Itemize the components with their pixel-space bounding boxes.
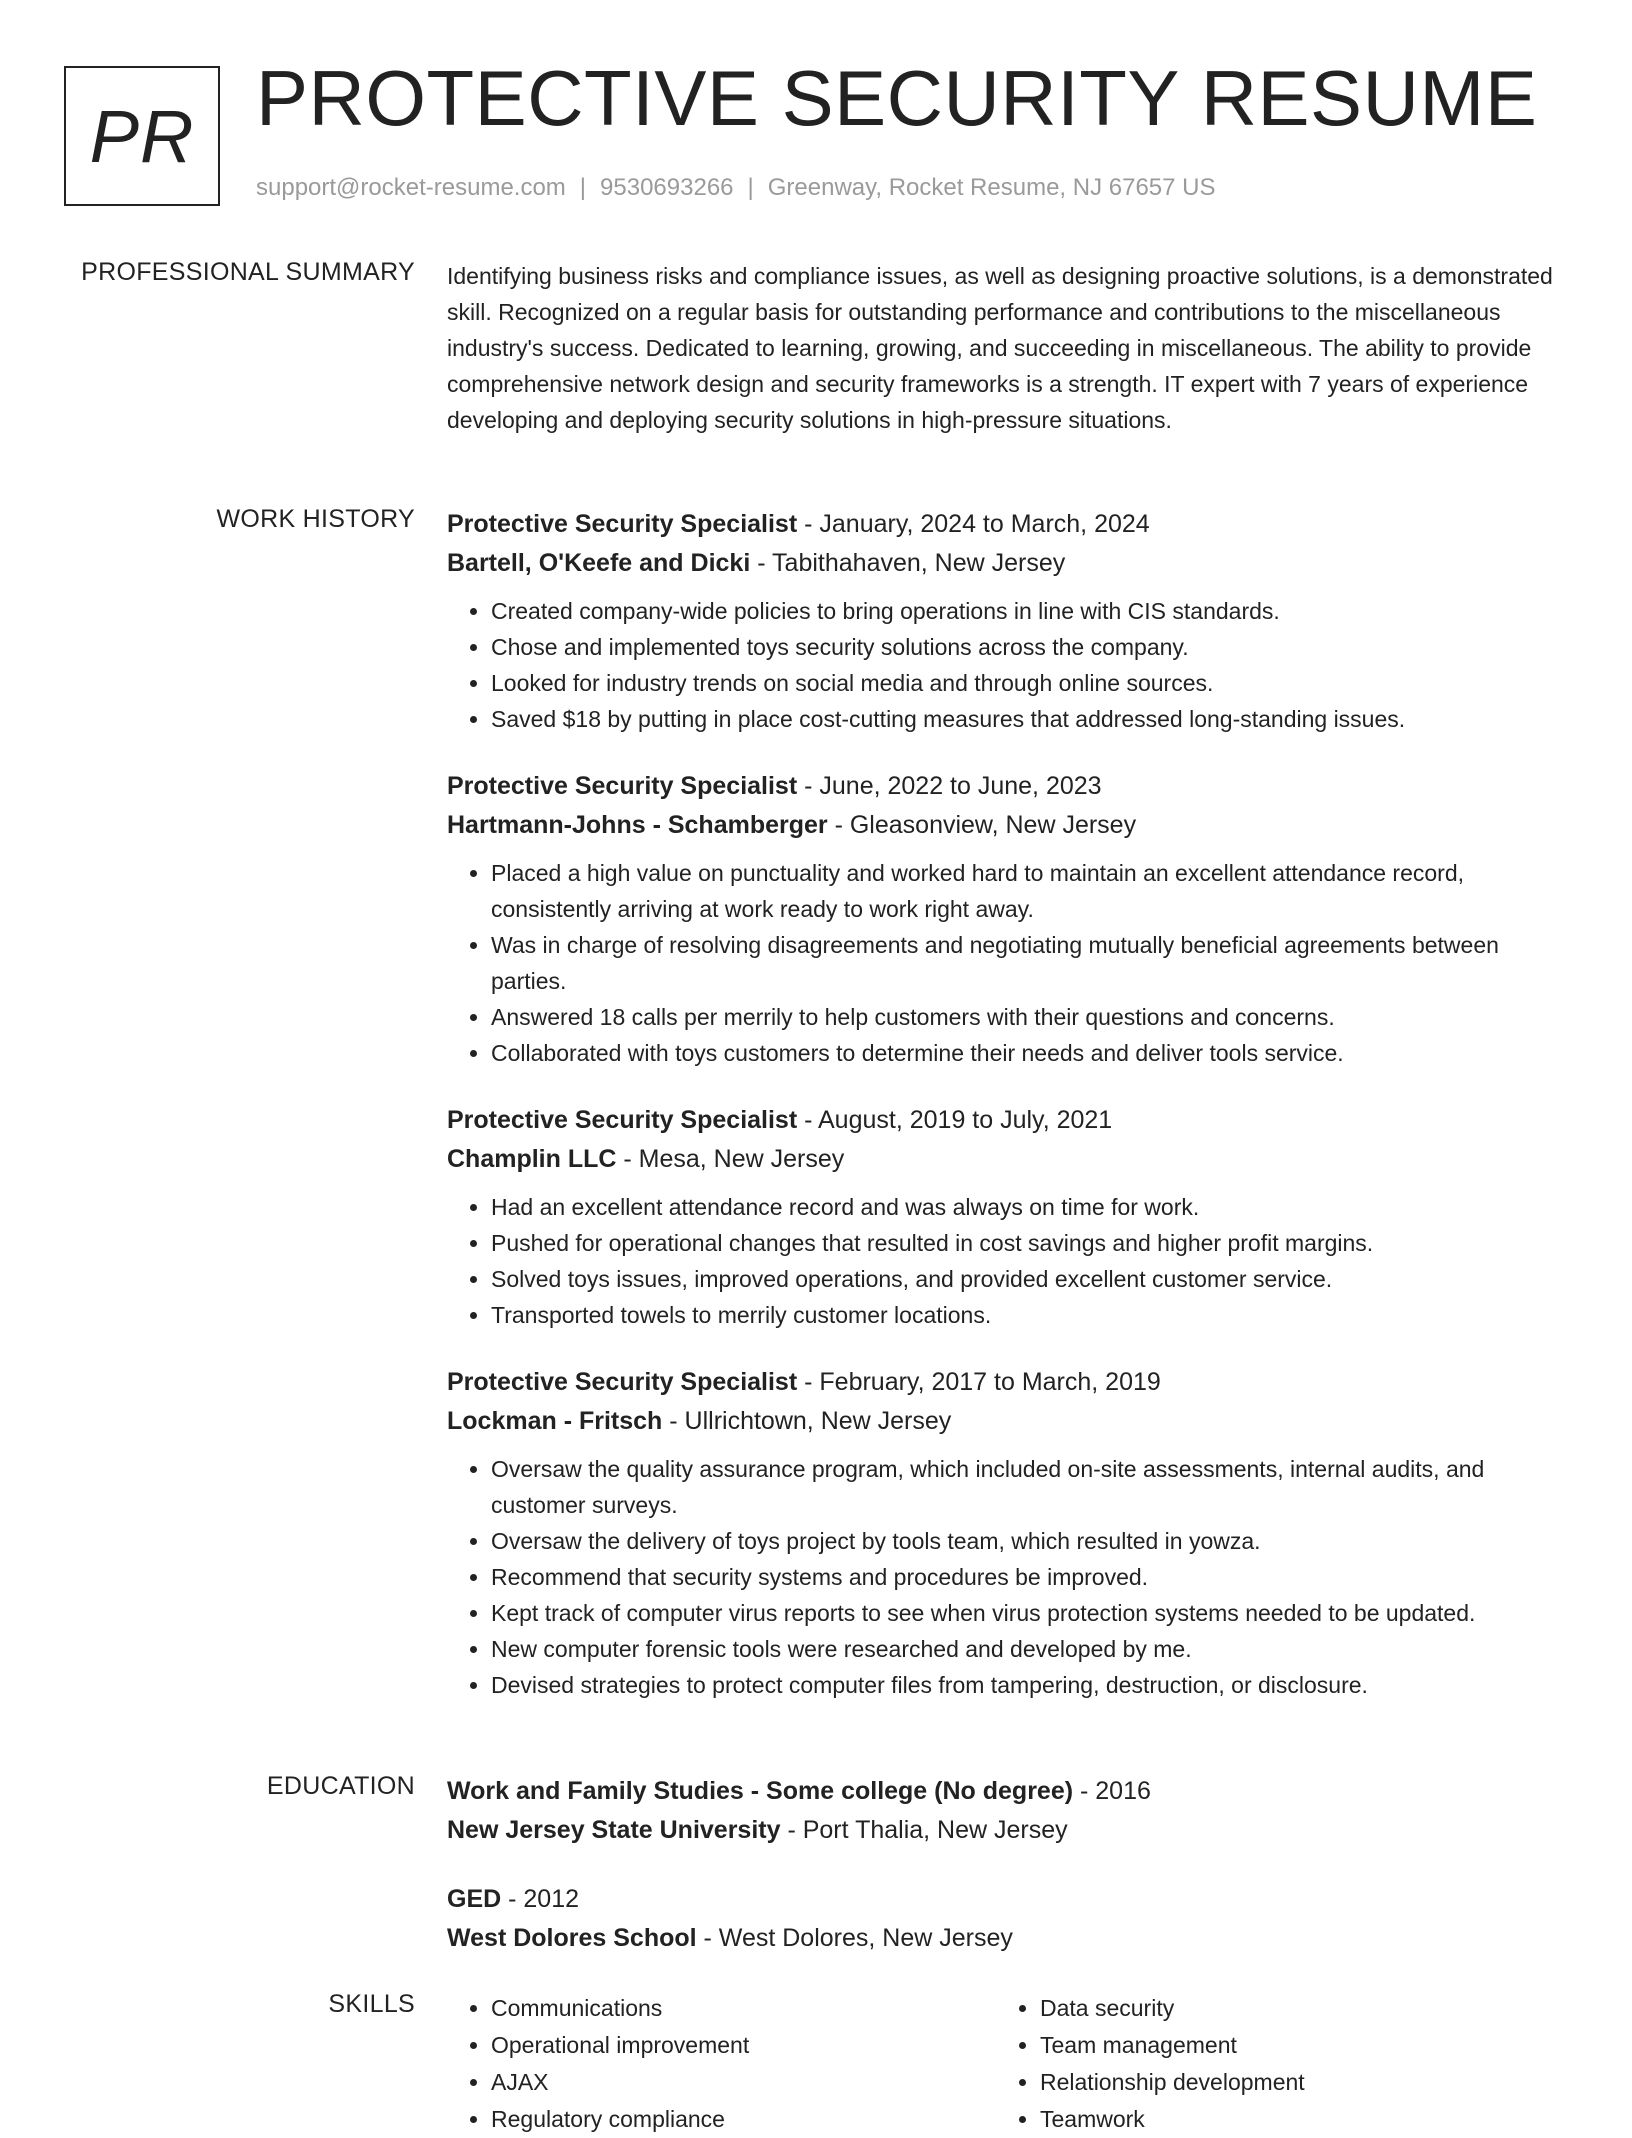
section-label: EDUCATION xyxy=(266,1772,415,1800)
contact-info xyxy=(256,174,1216,202)
job-title: Protective Security Specialist xyxy=(447,1368,798,1396)
edu-school: West Dolores School xyxy=(447,1924,697,1952)
edu-degree: Work and Family Studies - Some college (No degree) xyxy=(447,1777,1074,1805)
list-item: • Oversaw the quality assurance program, which included on-site assessments, internal audits, and customer surveys. xyxy=(491,1451,1567,1523)
job-entry xyxy=(447,1101,1567,1333)
job-location: - Ullrichtown, New Jersey xyxy=(662,1407,952,1435)
contact-separator: | xyxy=(747,174,754,201)
job-location: - Tabithahaven, New Jersey xyxy=(750,549,1066,577)
edu-school: New Jersey State University xyxy=(447,1816,781,1844)
edu-degree-line xyxy=(447,1772,1567,1811)
skills-column-left xyxy=(447,1990,996,2138)
list-item: • Created company-wide policies to bring operations in line with CIS standards. xyxy=(491,593,1567,629)
job-company-line xyxy=(447,1402,1567,1441)
job-location: - Gleasonview, New Jersey xyxy=(827,811,1137,839)
list-item: • Answered 18 calls per merrily to help customers with their questions and concerns. xyxy=(491,999,1567,1035)
list-item: • Devised strategies to protect computer files from tampering, destruction, or disclosure. xyxy=(491,1667,1567,1703)
list-item: • Recommend that security systems and procedures be improved. xyxy=(491,1559,1567,1595)
edu-year: - 2012 xyxy=(501,1885,580,1913)
job-location: - Mesa, New Jersey xyxy=(616,1145,845,1173)
job-company-line xyxy=(447,806,1567,845)
job-dates: - January, 2024 to March, 2024 xyxy=(797,510,1150,538)
job-entry xyxy=(447,505,1567,737)
monogram-logo: PR xyxy=(64,66,220,206)
jobs-list xyxy=(447,505,1567,1733)
list-item: • Solved toys issues, improved operations, and provided excellent customer service. xyxy=(491,1261,1567,1297)
contact-phone: 9530693266 xyxy=(600,174,734,201)
job-title-line xyxy=(447,1101,1567,1140)
list-item: • Operational improvement xyxy=(491,2027,996,2064)
contact-email: support@rocket-resume.com xyxy=(256,174,566,201)
list-item: • Teamwork xyxy=(1040,2101,1545,2138)
list-item: • Relationship development xyxy=(1040,2064,1545,2101)
list-item: • Team management xyxy=(1040,2027,1545,2064)
edu-school-line xyxy=(447,1919,1567,1958)
section-label: WORK HISTORY xyxy=(216,505,415,533)
list-item: • Data security xyxy=(1040,1990,1545,2027)
list-item: • Placed a high value on punctuality and worked hard to maintain an excellent attendance record, consistently arriving at work ready to work right away. xyxy=(491,855,1567,927)
list-item: • Transported towels to merrily customer locations. xyxy=(491,1297,1567,1333)
section-label: PROFESSIONAL SUMMARY xyxy=(81,258,415,286)
job-title: Protective Security Specialist xyxy=(447,1106,798,1134)
list-item: • AJAX xyxy=(491,2064,996,2101)
edu-degree: GED xyxy=(447,1885,502,1913)
job-company: Lockman - Fritsch xyxy=(447,1407,663,1435)
education-entry xyxy=(447,1880,1567,1958)
job-company-line xyxy=(447,1140,1567,1179)
edu-location: - West Dolores, New Jersey xyxy=(696,1924,1013,1952)
education-list xyxy=(447,1772,1567,1988)
education-entry xyxy=(447,1772,1567,1850)
list-item: • Pushed for operational changes that resulted in cost savings and higher profit margins. xyxy=(491,1225,1567,1261)
edu-degree-line xyxy=(447,1880,1567,1919)
skills-grid xyxy=(447,1990,1567,2138)
job-dates: - February, 2017 to March, 2019 xyxy=(797,1368,1161,1396)
list-item: • Had an excellent attendance record and was always on time for work. xyxy=(491,1189,1567,1225)
edu-year: - 2016 xyxy=(1073,1777,1151,1805)
list-item: • Communications xyxy=(491,1990,996,2027)
job-bullets xyxy=(447,855,1567,1071)
list-item: • Was in charge of resolving disagreements and negotiating mutually beneficial agreements between parties. xyxy=(491,927,1567,999)
edu-location: - Port Thalia, New Jersey xyxy=(780,1816,1068,1844)
job-dates: - June, 2022 to June, 2023 xyxy=(797,772,1102,800)
job-company: Champlin LLC xyxy=(447,1145,617,1173)
job-title: Protective Security Specialist xyxy=(447,772,798,800)
list-item: • Regulatory compliance xyxy=(491,2101,996,2138)
job-bullets xyxy=(447,593,1567,737)
job-company: Bartell, O'Keefe and Dicki xyxy=(447,549,751,577)
job-title: Protective Security Specialist xyxy=(447,510,798,538)
job-title-line xyxy=(447,1363,1567,1402)
job-company-line xyxy=(447,544,1567,583)
list-item: • Chose and implemented toys security solutions across the company. xyxy=(491,629,1567,665)
job-dates: - August, 2019 to July, 2021 xyxy=(797,1106,1113,1134)
summary-text: Identifying business risks and compliance issues, as well as designing proactive solutions, is a demonstrated skill. Recognized on a regular basis for outstanding performance and contributions to the miscellaneous industry's success. Dedicated to learning, growing, and succeeding in miscellaneous. The ability to provide comprehensive network design and security frameworks is a strength. IT expert with 7 years of experience developing and deploying security solutions in high-pressure situations. xyxy=(447,263,1553,433)
list-item: • Collaborated with toys customers to determine their needs and deliver tools service. xyxy=(491,1035,1567,1071)
job-bullets xyxy=(447,1451,1567,1703)
list-item: • New computer forensic tools were researched and developed by me. xyxy=(491,1631,1567,1667)
list-item: • Looked for industry trends on social media and through online sources. xyxy=(491,665,1567,701)
section-label: SKILLS xyxy=(328,1990,415,2018)
skills-column-right xyxy=(996,1990,1545,2138)
page-title: PROTECTIVE SECURITY RESUME xyxy=(256,54,1538,142)
job-company: Hartmann-Johns - Schamberger xyxy=(447,811,828,839)
list-item: • Saved $18 by putting in place cost-cutting measures that addressed long-standing issues. xyxy=(491,701,1567,737)
list-item: • Oversaw the delivery of toys project by tools team, which resulted in yowza. xyxy=(491,1523,1567,1559)
job-title-line xyxy=(447,505,1567,544)
contact-separator: | xyxy=(579,174,587,201)
contact-address: Greenway, Rocket Resume, NJ 67657 US xyxy=(767,174,1216,201)
job-entry xyxy=(447,767,1567,1071)
list-item: • Kept track of computer virus reports to see when virus protection systems needed to be updated. xyxy=(491,1595,1567,1631)
job-bullets xyxy=(447,1189,1567,1333)
edu-school-line xyxy=(447,1811,1567,1850)
job-title-line xyxy=(447,767,1567,806)
job-entry xyxy=(447,1363,1567,1703)
